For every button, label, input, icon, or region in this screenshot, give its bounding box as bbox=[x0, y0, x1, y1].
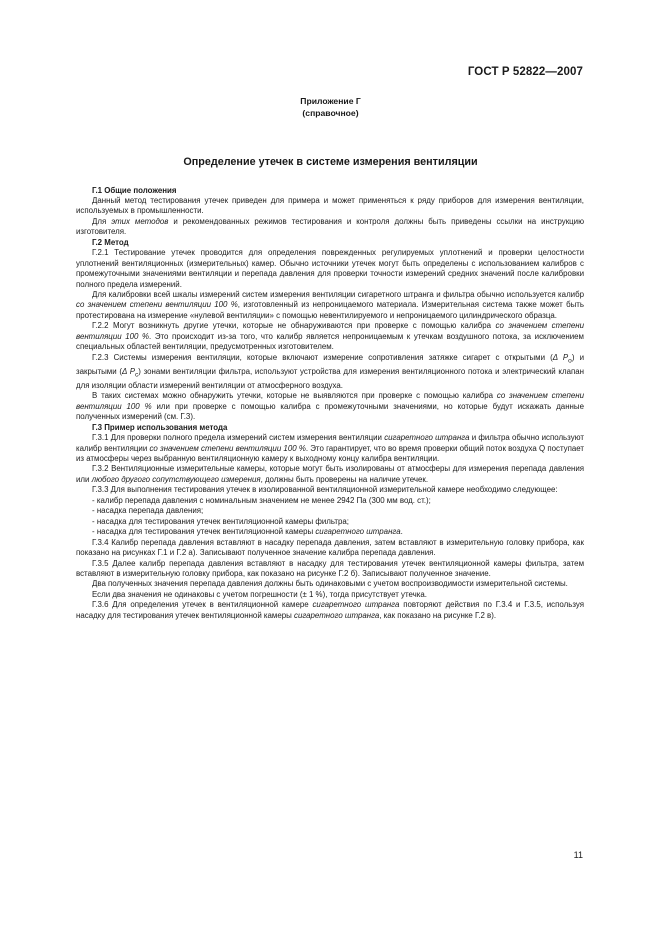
paragraph: Если два значения не одинаковы с учетом погрешности (± 1 %), тогда присутствует утечка. bbox=[92, 589, 427, 599]
list-item: - насадка перепада давления; bbox=[92, 506, 204, 516]
paragraph: Г.2.3 Системы измерения вентиляции, которые включают измерение сопротивления затяжке сигарет с открытыми (Δ $P_o$) и закрытыми (Δ $P_c$) зонами вентиляции фильтра, используют устройства для измерения вентиляционного потока и электрический клапан для изоляции области измерений вентиляции от атмосферного воздуха. bbox=[76, 352, 584, 390]
paragraph: Для калибровки всей шкалы измерений систем измерения вентиляции сигаретного штранга и фильтра обычно используется калибр со значением степени вентиляции 100 %, изготовленный из непроницаемого материала. Измерительная система также может быть протестирована на измерение «нулевой вентиляции» с помощью невентилируемого и непроницаемого цилиндрического образца. bbox=[76, 290, 584, 320]
paragraph: Г.3.2 Вентиляционные измерительные камеры, которые могут быть изолированы от атмосферы для измерения перепада давления или любого другого сопутствующего измерения, должны быть проверены на наличие утечек. bbox=[76, 464, 584, 484]
document-body bbox=[76, 186, 584, 622]
paragraph: Г.3.5 Далее калибр перепада давления вставляют в насадку для тестирования утечек вентиляционной камеры фильтра, затем вставляют в измерительную головку прибора, как показано на рисунке Г.2 б). Записывают полученное значение. bbox=[76, 558, 584, 578]
section-heading-g1: Г.1 Общие положения bbox=[92, 185, 177, 195]
appendix-note: (справочное) bbox=[302, 108, 359, 118]
list-item: - насадка для тестирования утечек вентиляционной камеры фильтра; bbox=[92, 516, 349, 526]
list-item: - насадка для тестирования утечек вентиляционной камеры сигаретного штранга. bbox=[92, 527, 403, 537]
paragraph: Г.3.3 Для выполнения тестирования утечек в изолированной вентиляционной измерительной камере необходимо следующее: bbox=[92, 485, 558, 495]
paragraph: В таких системах можно обнаружить утечки, которые не выявляются при проверке с помощью калибра со значением степени вентиляции 100 % или при проверке с помощью калибра с промежуточными значениями, но которые будут искажать данные полученных измерений (см. Г.3). bbox=[76, 391, 584, 422]
document-title: Определение утечек в системе измерения вентиляции bbox=[183, 156, 478, 168]
paragraph: Для этих методов и рекомендованных режимов тестирования и контроля должны быть приведены ссылки на инструкцию изготовителя. bbox=[76, 216, 584, 237]
list-item: - калибр перепада давления с номинальным значением не менее 2942 Па (300 мм вод. ст.); bbox=[92, 495, 431, 505]
paragraph: Г.2.2 Могут возникнуть другие утечки, которые не обнаруживаются при проверке с помощью калибра со значением степени вентиляции 100 %. Это происходит из-за того, что калибр является непроницаемым к утечкам воздушного потока, за исключением специальных областей вентиляции, предусмотренных изготовителем. bbox=[76, 321, 585, 352]
page-number: 11 bbox=[573, 850, 583, 860]
appendix-label: Приложение Г bbox=[300, 96, 361, 106]
paragraph: Данный метод тестирования утечек приведен для примера и может применяться к ряду приборов для измерения вентиляции, используемых в промышленности. bbox=[76, 195, 584, 216]
paragraph: Два полученных значения перепада давления должны быть одинаковыми с учетом воспроизводимости измерительной системы. bbox=[92, 579, 568, 589]
paragraph: Г.3.4 Калибр перепада давления вставляют в насадку перепада давления, затем вставляют в измерительную головку прибора, как показано на рисунках Г.1 и Г.2 а). Записывают полученное значение калибра перепада давления. bbox=[76, 537, 584, 558]
paragraph: Г.2.1 Тестирование утечек проводится для определения поврежденных регулируемых уплотнений и проверки целостности уплотнений вентиляционных (измерительных) камер. Обычно источники утечек могут быть определены с использованием калибров с промежуточными значениями вентиляции и перепада давления для проверки точности измерений средних значений после калибровки полного предела измерений. bbox=[76, 248, 584, 289]
paragraph: Г.3.1 Для проверки полного предела измерений систем измерения вентиляции сигаретного штранга и фильтра обычно используют калибр вентиляции со значением степени вентиляции 100 %. Это гарантирует, что во время проверки общий поток воздуха Q поступает из атмосферы через выбранную вентиляционную камеру к выходному концу калибра вентиляции. bbox=[76, 433, 585, 463]
standard-number: ГОСТ Р 52822—2007 bbox=[467, 66, 583, 78]
section-heading-g2: Г.2 Метод bbox=[92, 237, 129, 247]
paragraph: Г.3.6 Для определения утечек в вентиляционной камере сигаретного штранга повторяют действия по Г.3.4 и Г.3.5, используя насадку для тестирования утечек вентиляционной камеры сигаретного штранга, как показано на рисунке Г.2 в). bbox=[76, 600, 584, 620]
section-heading-g3: Г.3 Пример использования метода bbox=[92, 422, 228, 432]
